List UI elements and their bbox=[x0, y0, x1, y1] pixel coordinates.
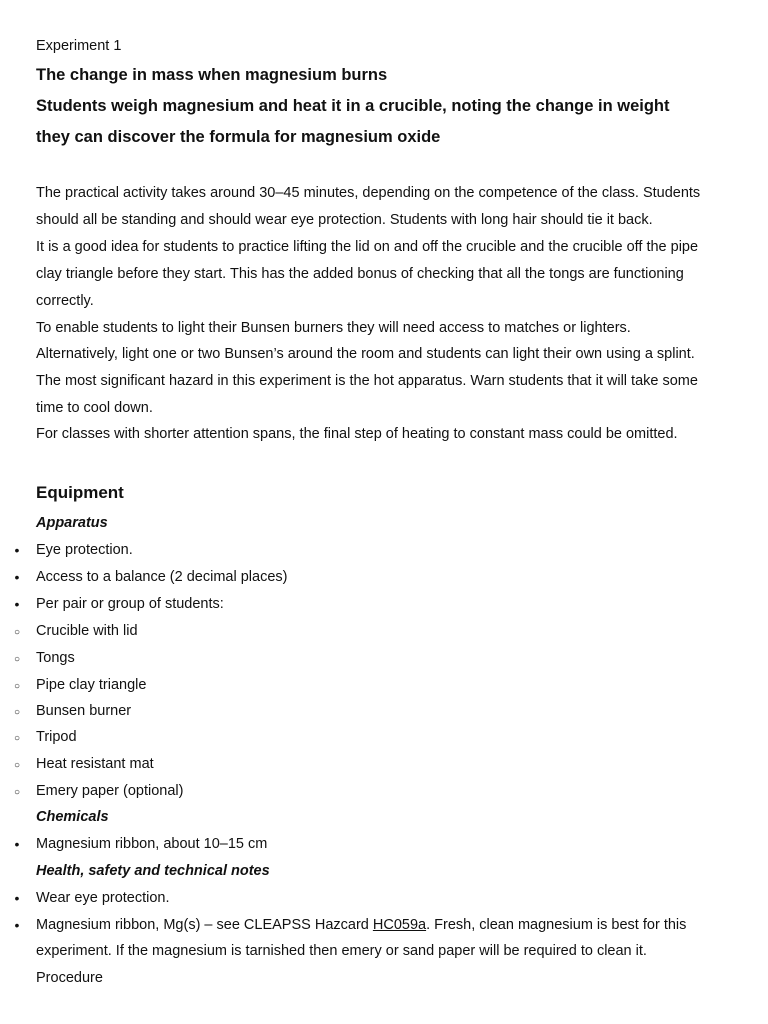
list-item bbox=[36, 916, 732, 934]
list-item: Access to a balance (2 decimal places) bbox=[36, 569, 288, 585]
document-title: The change in mass when magnesium burns bbox=[36, 66, 388, 84]
bullet-icon bbox=[10, 916, 24, 934]
circle-bullet-icon bbox=[10, 702, 24, 723]
intro-line: It is a good idea for students to practice lifting the lid on and off the crucible and the crucible off the pipe bbox=[36, 239, 699, 255]
circle-bullet-icon bbox=[10, 755, 24, 776]
apparatus-heading: Apparatus bbox=[36, 515, 108, 531]
sub-list-item: Heat resistant mat bbox=[36, 756, 154, 772]
bullet-icon bbox=[10, 835, 24, 853]
hazcard-link[interactable]: HC059a bbox=[372, 917, 427, 933]
experiment-label: Experiment 1 bbox=[36, 38, 122, 54]
safety-item-text: Magnesium ribbon, Mg(s) – see CLEAPSS Hazcard bbox=[36, 917, 373, 933]
sub-list-item: Pipe clay triangle bbox=[36, 677, 147, 693]
intro-line: Alternatively, light one or two Bunsen’s around the room and students can light their own using a splint. bbox=[36, 346, 695, 362]
intro-line: correctly. bbox=[36, 293, 94, 309]
circle-bullet-icon bbox=[10, 782, 24, 803]
intro-line: To enable students to light their Bunsen burners they will need access to matches or lighters. bbox=[36, 320, 631, 336]
list-item: Magnesium ribbon, about 10–15 cm bbox=[36, 836, 268, 852]
sub-list-item: Bunsen burner bbox=[36, 703, 132, 719]
bullet-icon bbox=[10, 568, 24, 586]
intro-line: The practical activity takes around 30–45 minutes, depending on the competence of the class. Students bbox=[36, 185, 701, 201]
bullet-icon bbox=[10, 595, 24, 613]
document-subtitle-line-1: Students weigh magnesium and heat it in a crucible, noting the change in weight bbox=[36, 97, 670, 115]
sub-list-item: Tongs bbox=[36, 650, 75, 666]
list-item-continuation: experiment. If the magnesium is tarnished then emery or sand paper will be required to clean it. bbox=[36, 943, 647, 959]
procedure-label: Procedure bbox=[36, 970, 103, 986]
circle-bullet-icon bbox=[10, 728, 24, 749]
safety-heading: Health, safety and technical notes bbox=[36, 863, 270, 879]
list-item: Wear eye protection. bbox=[36, 890, 170, 906]
document-subtitle-line-2: they can discover the formula for magnesium oxide bbox=[36, 128, 441, 146]
list-item: Eye protection. bbox=[36, 542, 133, 558]
list-item: Per pair or group of students: bbox=[36, 596, 224, 612]
circle-bullet-icon bbox=[10, 622, 24, 643]
intro-line: The most significant hazard in this experiment is the hot apparatus. Warn students that it will take some bbox=[36, 373, 698, 389]
safety-item-text: . Fresh, clean magnesium is best for this bbox=[426, 917, 687, 933]
circle-bullet-icon bbox=[10, 676, 24, 697]
bullet-icon bbox=[10, 541, 24, 559]
intro-line: should all be standing and should wear eye protection. Students with long hair should tie it back. bbox=[36, 212, 653, 228]
circle-bullet-icon bbox=[10, 649, 24, 670]
intro-line: time to cool down. bbox=[36, 400, 153, 416]
intro-line: clay triangle before they start. This has the added bonus of checking that all the tongs are functioning bbox=[36, 266, 684, 282]
bullet-icon bbox=[10, 889, 24, 907]
sub-list-item: Tripod bbox=[36, 729, 77, 745]
intro-line: For classes with shorter attention spans, the final step of heating to constant mass could be omitted. bbox=[36, 426, 678, 442]
sub-list-item: Emery paper (optional) bbox=[36, 783, 184, 799]
sub-list-item: Crucible with lid bbox=[36, 623, 138, 639]
chemicals-heading: Chemicals bbox=[36, 809, 109, 825]
equipment-heading: Equipment bbox=[36, 483, 124, 502]
